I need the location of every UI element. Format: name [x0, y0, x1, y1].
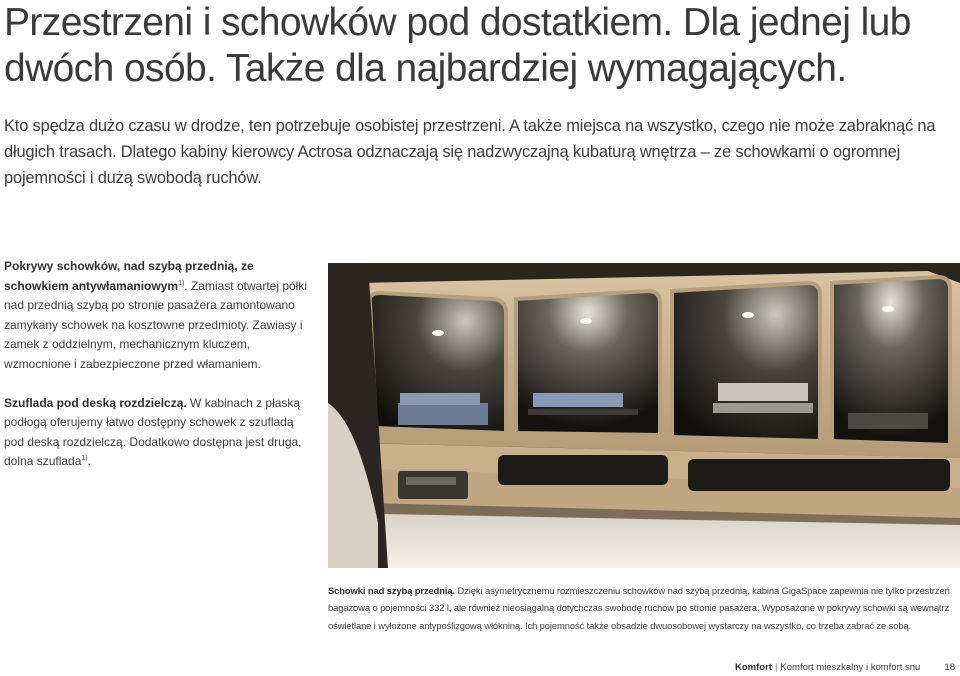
headline-line-2: dwóch osób. Także dla najbardziej wymagających. [4, 47, 847, 90]
feature-drawer [4, 394, 316, 472]
intro-paragraph: Kto spędza dużo czasu w drodze, ten potrzebuje osobistej przestrzeni. A także miejsca na wszystko, czego nie może zabraknąć na długich trasach. Dlatego kabiny kierowcy Actrosa odznaczają się nadzwyczajną kubaturą wnętrza – ze schowkami o ogromnej pojemności i dużą swobodą ruchów. [4, 117, 936, 187]
feature-drawer-end: . [87, 454, 91, 469]
caption-title: Schowki nad szybą przednią. [328, 585, 456, 596]
footer-section: Komfort [735, 662, 772, 673]
feature-drawer-title: Szuflada pod deską rozdzielczą. [4, 395, 187, 410]
feature-storage-lids-title: Pokrywy schowków, nad szybą przednią, ze schowkiem antywłamaniowym [4, 259, 254, 293]
page-headline [4, 0, 954, 92]
page-number: 18 [944, 662, 955, 673]
photo-caption [328, 582, 960, 634]
caption-body: Dzięki asymetrycznemu rozmieszczeniu schowków nad szybą przednią, kabina GigaSpace zapewnia nie tylko przestrzeń bagażową o pojemności 332 l, ale również nieosiągalną dotychczas swobodę ruchów po stronie pasażera. Wyposażone w pokrywy schowki są wewnątrz oświetlane i wyłożone antypoślizgową włókniną. Ich pojemność także obsadzie dwuosobowej wystarczy na wszystko, co trzeba zabrać ze sobą. [328, 585, 950, 631]
footnote-mark: 1) [178, 279, 185, 287]
footnote-mark: 1) [81, 455, 88, 463]
footer-subsection: Komfort mieszkalny i komfort snu [780, 662, 921, 673]
footer-separator: | [774, 662, 778, 673]
truck-cab-storage-photo [328, 263, 960, 568]
feature-storage-lids-body: . Zamiast otwartej półki nad przednią szybą po stronie pasażera zamontowano zamykany schowek na kosztowne przedmioty. Zawiasy i zamek z oddzielnym, mechanicznym kluczem, wzmocnione i zabezpieczone przed włamaniem. [4, 278, 308, 371]
headline-line-1: Przestrzeni i schowków pod dostatkiem. Dla jednej lub [4, 1, 911, 44]
page-footer [735, 662, 960, 673]
feature-storage-lids [4, 257, 316, 375]
feature-column [4, 257, 316, 491]
overhead-storage-illustration [328, 263, 960, 568]
feature-drawer-body: W kabinach z płaską podłogą oferujemy łatwo dostępny schowek z szufladą pod deską rozdzielczą. Dodatkowo dostępna jest druga, dolna szuflada [4, 395, 302, 469]
